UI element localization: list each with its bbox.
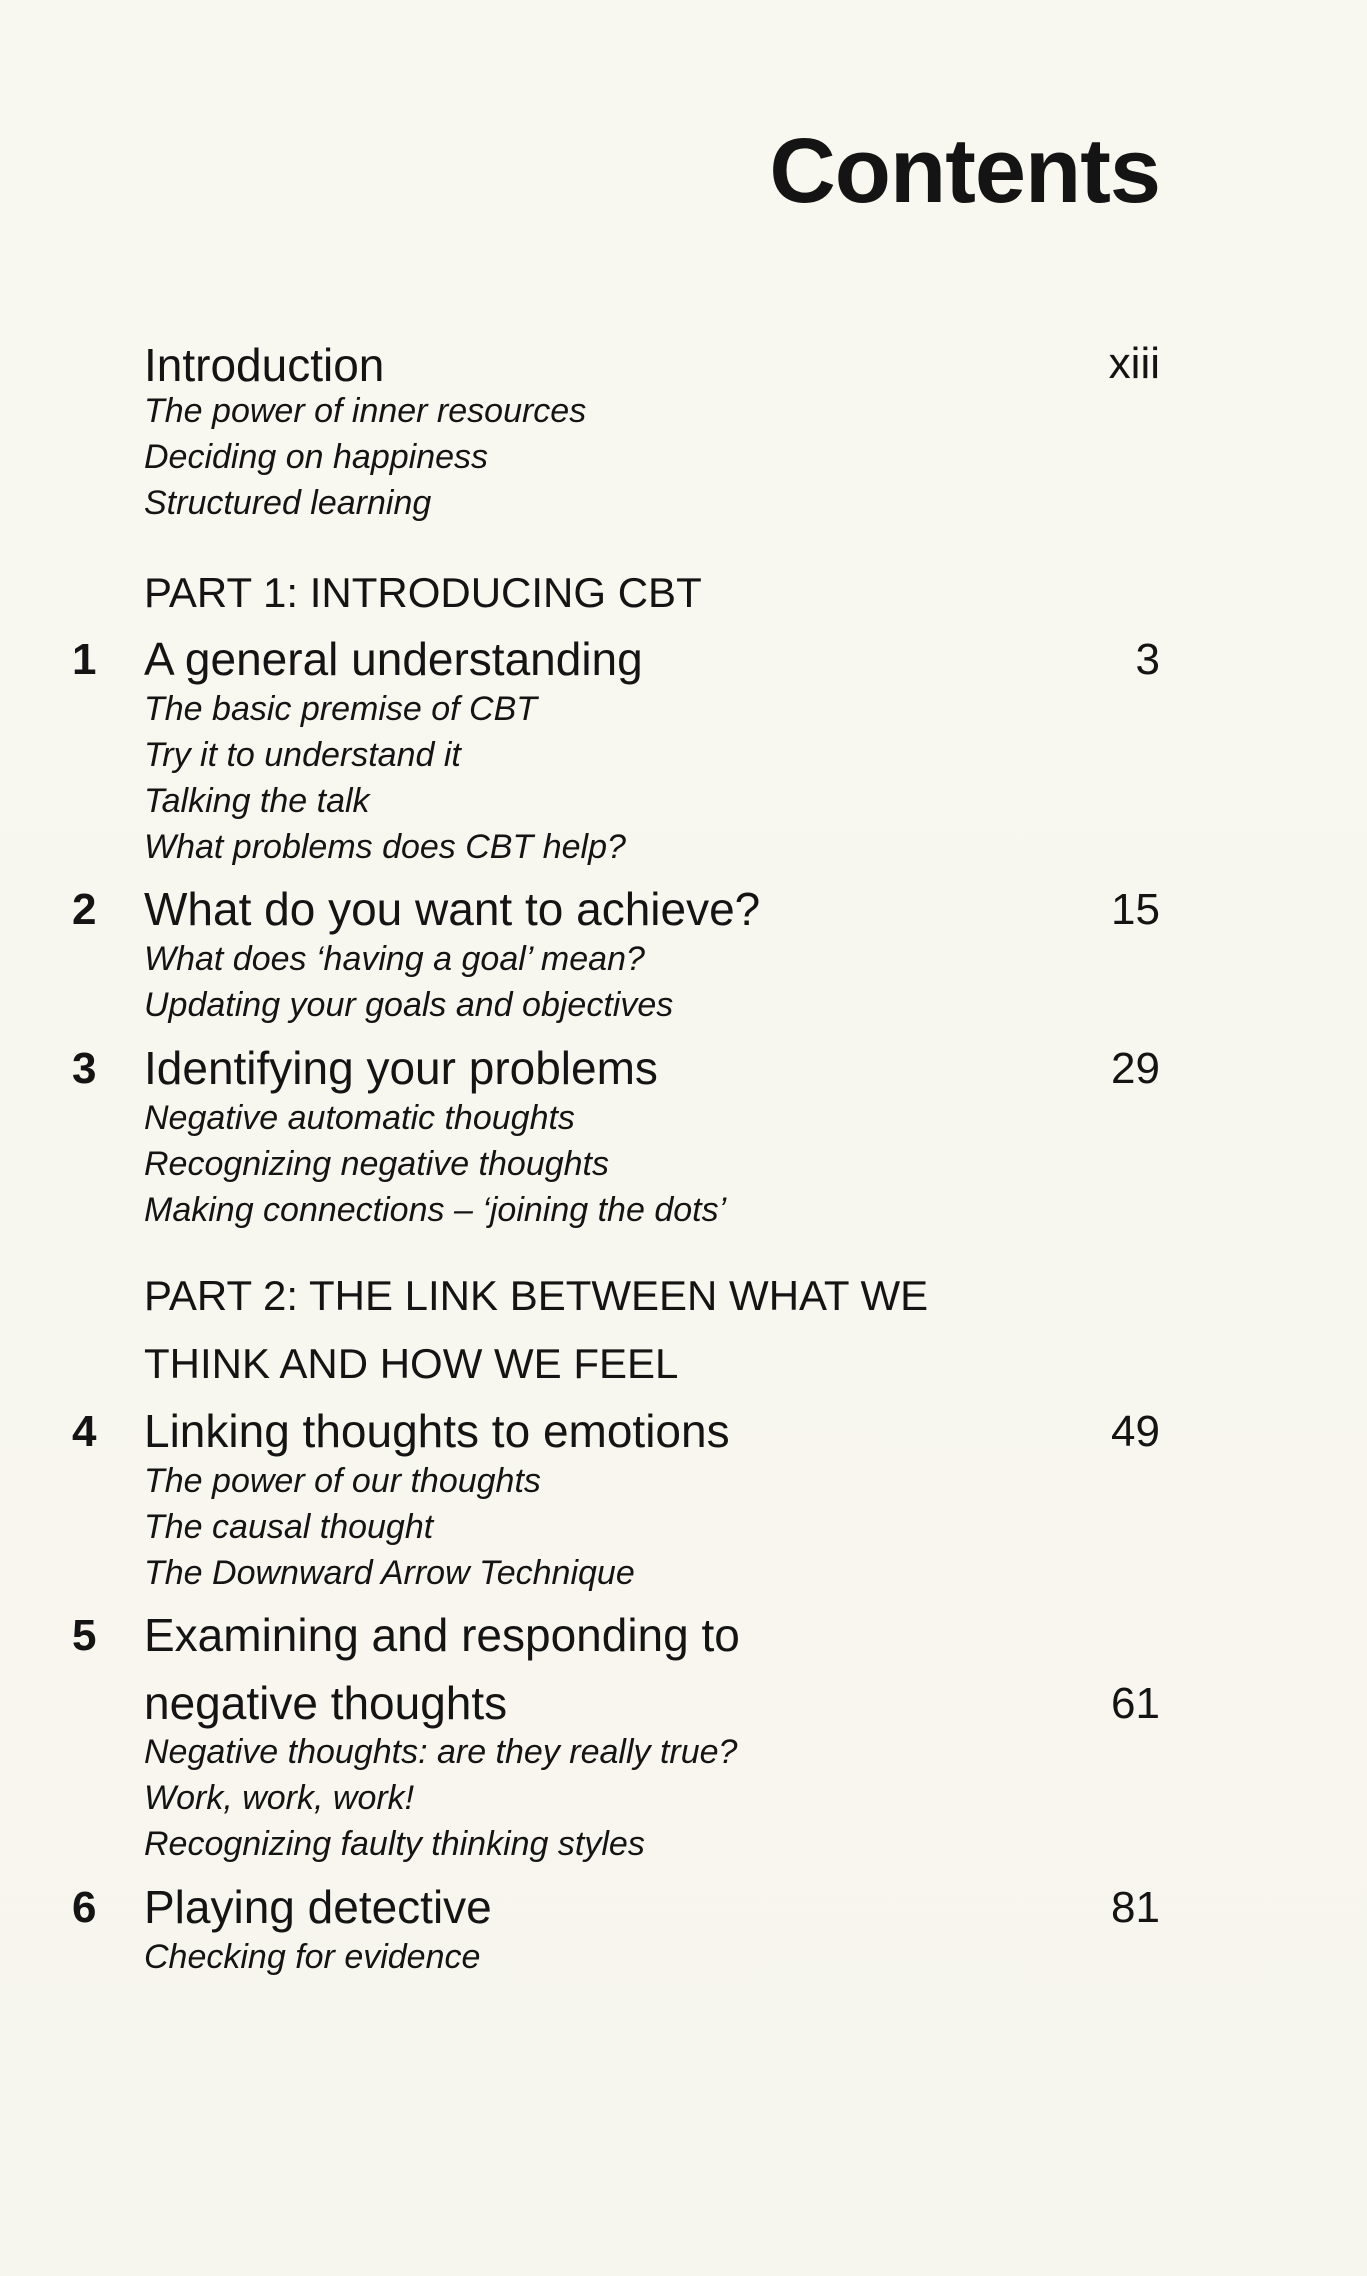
chapter-1-heading: A general understanding: [144, 633, 643, 685]
intro-page-number: xiii: [1108, 339, 1160, 388]
intro-heading: Introduction: [144, 339, 385, 391]
chapter-4-sub-1: The power of our thoughts: [144, 1462, 541, 1500]
chapter-5-page-number: 61: [1111, 1679, 1160, 1728]
chapter-6-heading: Playing detective: [144, 1881, 492, 1933]
chapter-3-heading: Identifying your problems: [144, 1042, 658, 1094]
chapter-4-page-number: 49: [1111, 1407, 1160, 1456]
chapter-4-heading: Linking thoughts to emotions: [144, 1405, 730, 1457]
chapter-5-heading-line-2: negative thoughts: [144, 1677, 508, 1729]
chapter-6-number: 6: [72, 1883, 97, 1932]
chapter-1-page-number: 3: [1135, 635, 1160, 684]
chapter-2-sub-1: What does ‘having a goal’ mean?: [144, 940, 645, 978]
intro-sub-1: The power of inner resources: [144, 392, 587, 430]
chapter-5-number: 5: [72, 1611, 97, 1660]
part-1-heading: PART 1: INTRODUCING CBT: [144, 569, 702, 616]
chapter-5-sub-1: Negative thoughts: are they really true?: [144, 1733, 738, 1771]
chapter-4-sub-3: The Downward Arrow Technique: [144, 1554, 635, 1592]
chapter-2-page-number: 15: [1111, 885, 1160, 934]
chapter-2-number: 2: [72, 885, 97, 934]
chapter-4-number: 4: [72, 1407, 97, 1456]
intro-sub-2: Deciding on happiness: [144, 438, 489, 476]
chapter-3-sub-1: Negative automatic thoughts: [144, 1099, 575, 1137]
chapter-3-sub-3: Making connections – ‘joining the dots’: [144, 1191, 727, 1229]
chapter-1-sub-1: The basic premise of CBT: [144, 690, 538, 728]
chapter-1-number: 1: [72, 635, 97, 684]
chapter-5-sub-2: Work, work, work!: [144, 1779, 415, 1817]
chapter-5-heading-line-1: Examining and responding to: [144, 1609, 740, 1661]
chapter-5-sub-3: Recognizing faulty thinking styles: [144, 1825, 645, 1863]
chapter-1-sub-3: Talking the talk: [144, 782, 370, 820]
chapter-2-heading: What do you want to achieve?: [144, 883, 761, 935]
chapter-1-sub-4: What problems does CBT help?: [144, 828, 626, 866]
chapter-4-sub-2: The causal thought: [144, 1508, 434, 1546]
chapter-6-page-number: 81: [1111, 1883, 1160, 1932]
part-2-heading-line-1: PART 2: THE LINK BETWEEN WHAT WE: [144, 1272, 929, 1319]
page-title: Contents: [769, 120, 1160, 222]
chapter-3-sub-2: Recognizing negative thoughts: [144, 1145, 609, 1183]
chapter-1-sub-2: Try it to understand it: [144, 736, 461, 774]
intro-sub-3: Structured learning: [144, 484, 432, 522]
chapter-6-sub-1: Checking for evidence: [144, 1938, 481, 1976]
chapter-3-page-number: 29: [1111, 1044, 1160, 1093]
part-2-heading-line-2: THINK AND HOW WE FEEL: [144, 1340, 679, 1387]
chapter-3-number: 3: [72, 1044, 97, 1093]
chapter-2-sub-2: Updating your goals and objectives: [144, 986, 674, 1024]
